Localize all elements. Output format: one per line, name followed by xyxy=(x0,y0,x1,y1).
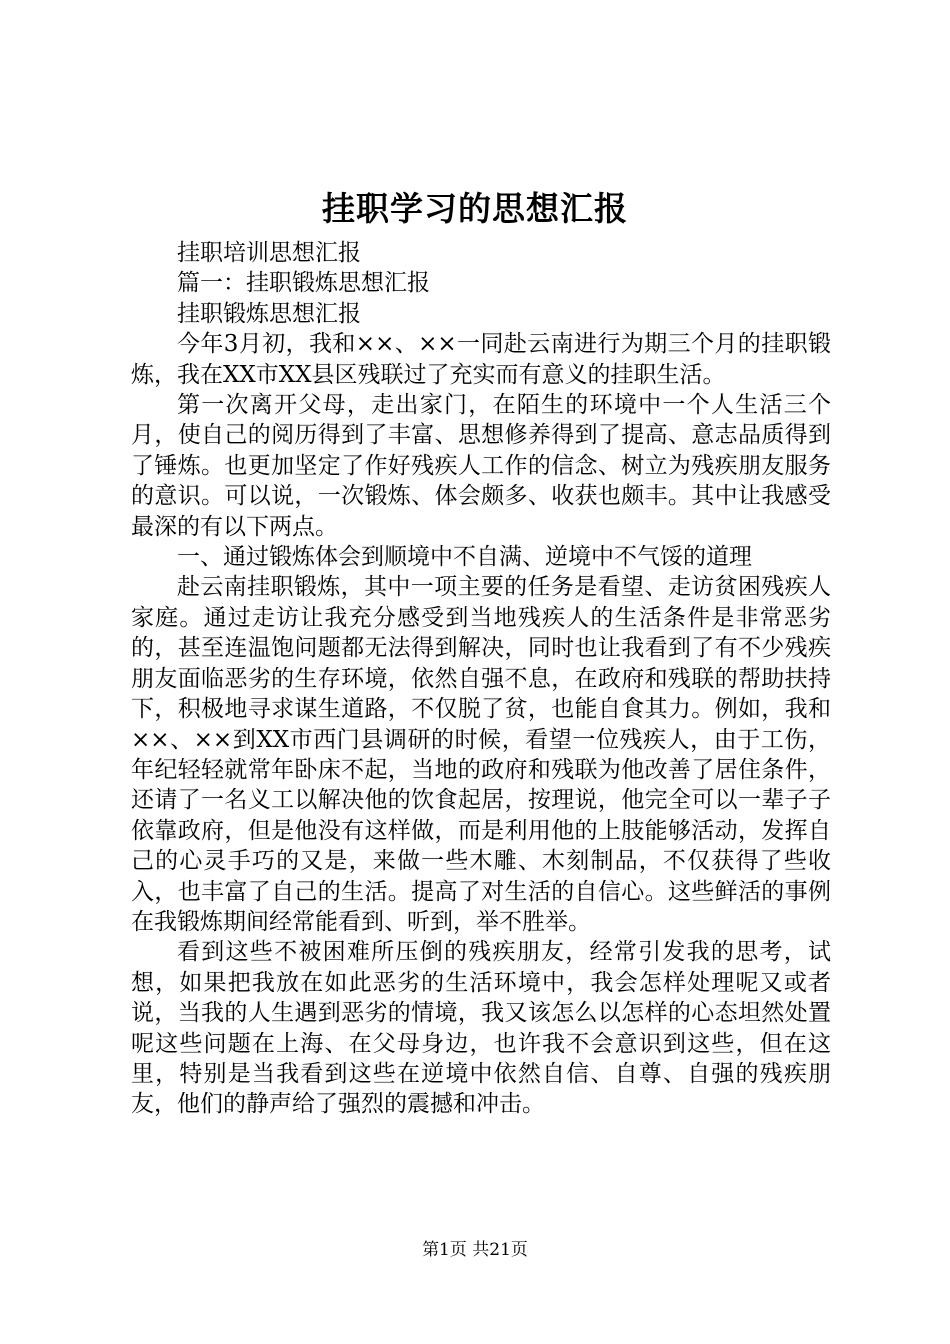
paragraph-7: 看到这些不被困难所压倒的残疾朋友，经常引发我的思考，试想，如果把我放在如此恶劣的生活环境中，我会怎样处理呢又或者说，当我的人生遇到恶劣的情境，我又该怎么以怎样的心态坦然处置呢这些问题在上海、在父母身边，也许我不会意识到这些，但在这里，特别是当我看到这些在逆境中依然自信、自尊、自强的残疾朋友，他们的静声给了强烈的震撼和冲击。 xyxy=(131,939,831,1118)
page-number-footer: 第1页 共21页 xyxy=(422,1240,528,1260)
paragraph-5: 第一次离开父母，走出家门，在陌生的环境中一个人生活三个月，使自己的阅历得到了丰富、思想修养得到了提高、意志品质得到了锤炼。也更加坚定了作好残疾人工作的信念、树立为残疾朋友服务的意识。可以说，一次锻炼、体会颇多、收获也颇丰。其中让我感受最深的有以下两点。 xyxy=(131,392,831,540)
paragraph-3: 挂职锻炼思想汇报 xyxy=(177,300,361,327)
section-heading-1: 一、通过锻炼体会到顺境中不自满、逆境中不气馁的道理 xyxy=(177,544,752,571)
paragraph-4: 今年3月初，我和××、××一同赴云南进行为期三个月的挂职锻炼，我在XX市XX县区残联过了充实而有意义的挂职生活。 xyxy=(131,331,831,388)
paragraph-6: 赴云南挂职锻炼，其中一项主要的任务是看望、走访贫困残疾人家庭。通过走访让我充分感受到当地残疾人的生活条件是非常恶劣的，甚至连温饱问题都无法得到解决，同时也让我看到了有不少残疾朋友面临恶劣的生存环境，依然自强不息，在政府和残联的帮助扶持下，积极地寻求谋生道路，不仅脱了贫，也能自食其力。例如，我和××、××到XX市西门县调研的时候，看望一位残疾人，由于工伤，年纪轻轻就常年卧床不起，当地的政府和残联为他改善了居住条件，还请了一名义工以解决他的饮食起居，按理说，他完全可以一辈子子依靠政府，但是他没有这样做，而是利用他的上肢能够活动，发挥自己的心灵手巧的又是，来做一些木雕、木刻制品，不仅获得了些收入，也丰富了自己的生活。提高了对生活的自信心。这些鲜活的事例在我锻炼期间经常能看到、听到，举不胜举。 xyxy=(131,574,831,935)
document-body xyxy=(131,238,831,1120)
document-title: 挂职学习的思想汇报 xyxy=(322,189,628,228)
paragraph-1: 挂职培训思想汇报 xyxy=(177,240,361,266)
paragraph-2: 篇一：挂职锻炼思想汇报 xyxy=(177,270,430,297)
